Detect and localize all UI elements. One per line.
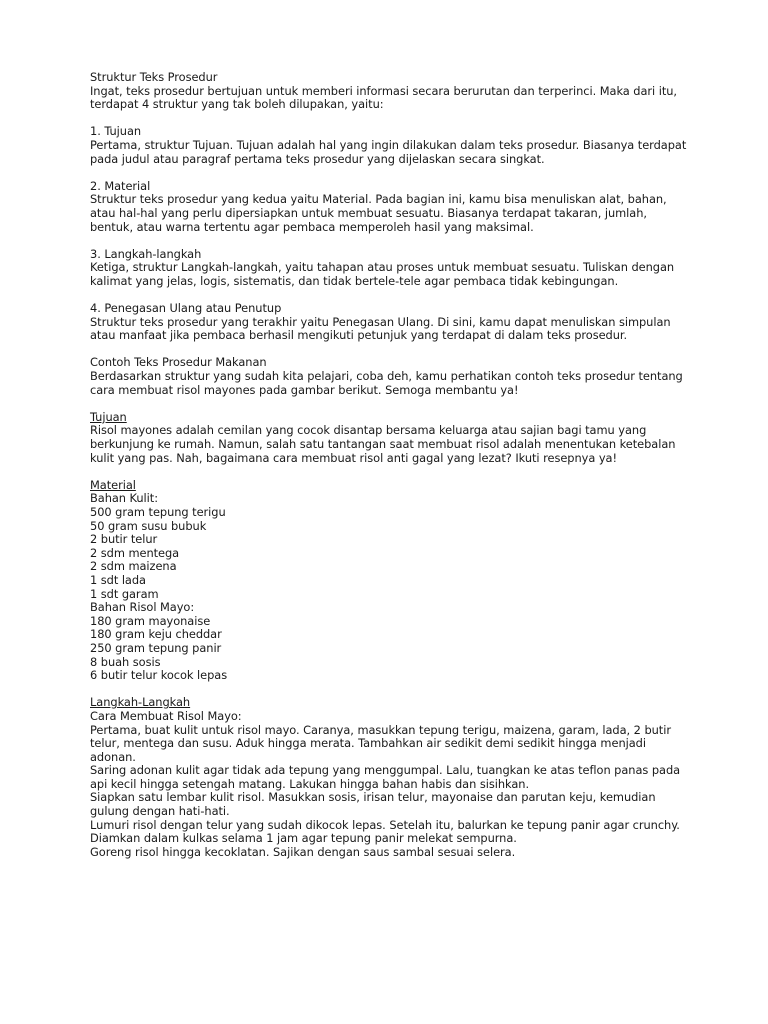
text-line: api kecil hingga setengah matang. Lakukan hingga bahan habis dan sisihkan. <box>90 776 530 791</box>
recipe-tujuan-heading: Tujuan <box>90 409 127 424</box>
text-line: cara membuat risol mayones pada gambar berikut. Semoga membantu ya! <box>90 382 519 397</box>
text-line: Goreng risol hingga kecoklatan. Sajikan dengan saus sambal sesuai selera. <box>90 844 516 859</box>
list-item: 1 sdt lada <box>90 572 146 587</box>
paragraph-gap <box>90 465 690 479</box>
recipe-material-heading: Material <box>90 477 136 492</box>
list-item: 6 butir telur kocok lepas <box>90 668 228 683</box>
list-item: Bahan Kulit: <box>90 491 158 506</box>
text-line: atau hal-hal yang perlu dipersiapkan untuk membuat sesuatu. Biasanya terdapat takaran, jumlah, <box>90 205 647 220</box>
text-line: Pertama, struktur Tujuan. Tujuan adalah hal yang ingin dilakukan dalam teks prosedur. Biasanya terdapat <box>90 137 687 152</box>
paragraph-gap <box>90 397 690 411</box>
section-tujuan-structure <box>90 125 690 166</box>
text-line: Struktur teks prosedur yang terakhir yaitu Penegasan Ulang. Di sini, kamu dapat menuliskan simpulan <box>90 314 671 329</box>
text-line: Ketiga, struktur Langkah-langkah, yaitu tahapan atau proses untuk membuat sesuatu. Tuliskan dengan <box>90 260 675 275</box>
section-heading: Contoh Teks Prosedur Makanan <box>90 355 267 370</box>
text-line: kalimat yang jelas, logis, sistematis, dan tidak bertele-tele agar pembaca tidak kebingungan. <box>90 273 619 288</box>
text-line: adonan. <box>90 749 136 764</box>
list-item: 2 sdm mentega <box>90 545 180 560</box>
paragraph-gap <box>90 683 690 697</box>
section-contoh <box>90 356 690 397</box>
list-item: 180 gram mayonaise <box>90 613 211 628</box>
recipe-material <box>90 479 690 683</box>
intro-paragraph <box>90 85 690 112</box>
recipe-tujuan <box>90 411 690 465</box>
text-line: pada judul atau paragraf pertama teks prosedur yang dijelaskan secara singkat. <box>90 151 545 166</box>
text-line: gulung dengan hati-hati. <box>90 804 230 819</box>
section-heading: 3. Langkah-langkah <box>90 246 202 261</box>
text-line: Cara Membuat Risol Mayo: <box>90 708 242 723</box>
document-title: Struktur Teks Prosedur <box>90 70 218 84</box>
list-item: 500 gram tepung terigu <box>90 505 226 519</box>
list-item: 2 butir telur <box>90 532 158 547</box>
list-item: Bahan Risol Mayo: <box>90 600 195 615</box>
section-heading: 1. Tujuan <box>90 124 142 139</box>
text-line: Lumuri risol dengan telur yang sudah dikocok lepas. Setelah itu, balurkan ke tepung panir agar crunchy. <box>90 817 680 832</box>
text-line: terdapat 4 struktur yang tak boleh dilupakan, yaitu: <box>90 97 384 112</box>
list-item: 2 sdm maizena <box>90 559 177 574</box>
list-item: 8 buah sosis <box>90 654 161 669</box>
list-item: 180 gram keju cheddar <box>90 627 222 642</box>
paragraph-gap <box>90 234 690 248</box>
recipe-langkah <box>90 696 690 859</box>
paragraph-gap <box>90 343 690 357</box>
section-penutup-structure <box>90 302 690 343</box>
document-page <box>90 71 690 859</box>
recipe-langkah-heading: Langkah-Langkah <box>90 695 191 710</box>
text-line: telur, mentega dan susu. Aduk hingga merata. Tambahkan air sedikit demi sedikit hingga menjadi <box>90 736 646 751</box>
text-line: atau manfaat jika pembaca berhasil mengikuti petunjuk yang terdapat di dalam teks prosedur. <box>90 328 628 343</box>
text-line: Diamkan dalam kulkas selama 1 jam agar tepung panir melekat sempurna. <box>90 831 517 846</box>
text-line: kulit yang pas. Nah, bagaimana cara membuat risol anti gagal yang lezat? Ikuti resepnya ya! <box>90 450 617 465</box>
text-line: Struktur teks prosedur yang kedua yaitu Material. Pada bagian ini, kamu bisa menuliskan alat, bahan, <box>90 192 667 207</box>
text-line: Berdasarkan struktur yang sudah kita pelajari, coba deh, kamu perhatikan contoh teks prosedur tentang <box>90 369 683 384</box>
text-line: Siapkan satu lembar kulit risol. Masukkan sosis, irisan telur, mayonaise dan parutan keju, kemudian <box>90 790 656 805</box>
section-langkah-structure <box>90 248 690 289</box>
section-heading: 4. Penegasan Ulang atau Penutup <box>90 301 282 316</box>
text-line: Ingat, teks prosedur bertujuan untuk memberi informasi secara berurutan dan terperinci. Maka dari itu, <box>90 83 677 98</box>
text-line: Pertama, buat kulit untuk risol mayo. Caranya, masukkan tepung terigu, maizena, garam, lada, 2 butir <box>90 722 671 737</box>
paragraph-gap <box>90 112 690 126</box>
list-item: 50 gram susu bubuk <box>90 518 207 533</box>
section-material-structure <box>90 180 690 234</box>
list-item: 1 sdt garam <box>90 586 159 601</box>
paragraph-gap <box>90 166 690 180</box>
text-line: Risol mayones adalah cemilan yang cocok disantap bersama keluarga atau sajian bagi tamu yang <box>90 423 647 438</box>
list-item: 250 gram tepung panir <box>90 640 222 655</box>
text-line: Saring adonan kulit agar tidak ada tepung yang menggumpal. Lalu, tuangkan ke atas teflon panas pada <box>90 763 681 778</box>
section-heading: 2. Material <box>90 178 151 193</box>
text-line: berkunjung ke rumah. Namun, salah satu tantangan saat membuat risol adalah menentukan ketebalan <box>90 437 676 452</box>
text-line: bentuk, atau warna tertentu agar pembaca memperoleh hasil yang maksimal. <box>90 219 534 234</box>
paragraph-gap <box>90 289 690 303</box>
